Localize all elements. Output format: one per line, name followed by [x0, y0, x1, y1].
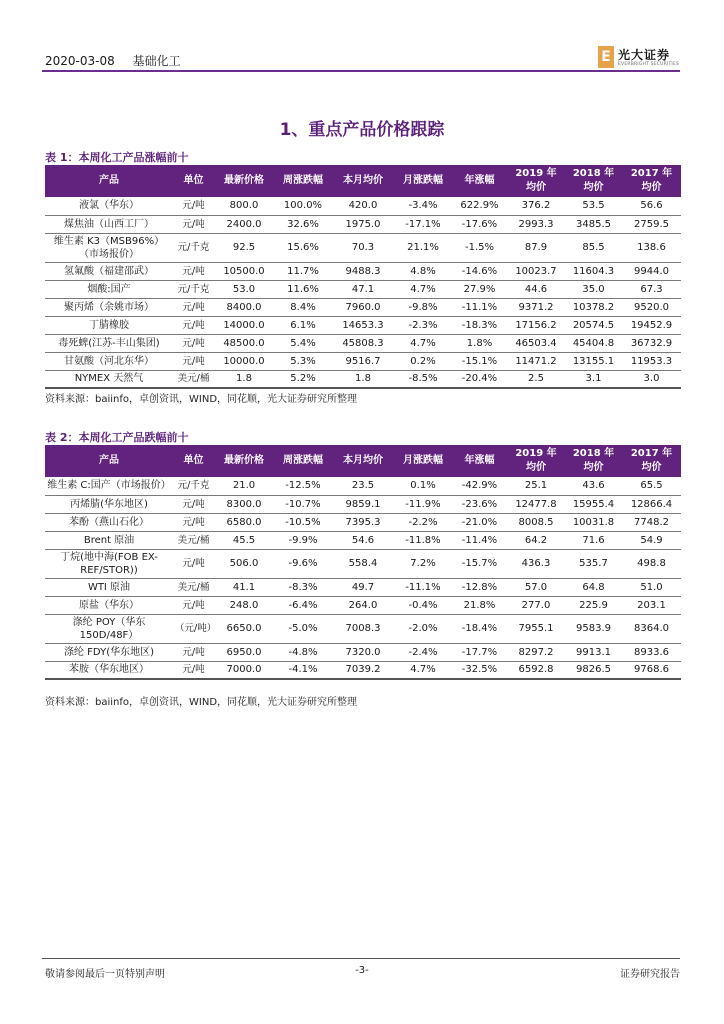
- column-header: 年涨幅: [452, 165, 507, 197]
- value-cell: -12.5%: [274, 477, 332, 495]
- value-cell: 12477.8: [507, 495, 565, 513]
- unit-cell: 元/千克: [173, 477, 214, 495]
- value-cell: -11.1%: [452, 298, 507, 316]
- value-cell: 1.8: [332, 370, 394, 388]
- column-header: 2018 年 均价: [565, 445, 622, 477]
- value-cell: -9.8%: [394, 298, 452, 316]
- product-name-cell: WTI 原油: [45, 578, 173, 596]
- unit-cell: 元/吨: [173, 549, 214, 578]
- value-cell: 9944.0: [622, 262, 681, 280]
- value-cell: -11.8%: [394, 531, 452, 549]
- value-cell: 2.5: [507, 370, 565, 388]
- value-cell: 56.6: [622, 197, 681, 215]
- column-header: 2018 年 均价: [565, 165, 622, 197]
- value-cell: 35.0: [565, 280, 622, 298]
- unit-cell: 元/吨: [173, 495, 214, 513]
- value-cell: 64.2: [507, 531, 565, 549]
- value-cell: 14653.3: [332, 316, 394, 334]
- value-cell: 10031.8: [565, 513, 622, 531]
- table-row: [45, 643, 681, 661]
- value-cell: 7955.1: [507, 614, 565, 643]
- value-cell: 53.5: [565, 197, 622, 215]
- column-header: 本月均价: [332, 445, 394, 477]
- unit-cell: 美元/桶: [173, 578, 214, 596]
- value-cell: -2.0%: [394, 614, 452, 643]
- table1-header-row: [45, 165, 681, 197]
- unit-cell: 元/吨: [173, 334, 214, 352]
- value-cell: 45404.8: [565, 334, 622, 352]
- value-cell: 8.4%: [274, 298, 332, 316]
- value-cell: 9520.0: [622, 298, 681, 316]
- column-header: 最新价格: [214, 445, 274, 477]
- value-cell: 54.6: [332, 531, 394, 549]
- table-row: [45, 262, 681, 280]
- value-cell: 2993.3: [507, 215, 565, 233]
- value-cell: 420.0: [332, 197, 394, 215]
- page-header: [45, 52, 181, 69]
- value-cell: 6592.8: [507, 661, 565, 679]
- value-cell: 2759.5: [622, 215, 681, 233]
- value-cell: 8933.6: [622, 643, 681, 661]
- value-cell: -11.9%: [394, 495, 452, 513]
- value-cell: -17.1%: [394, 215, 452, 233]
- table-row: [45, 298, 681, 316]
- value-cell: -14.6%: [452, 262, 507, 280]
- unit-cell: 元/吨: [173, 352, 214, 370]
- table2-caption: 表 2：本周化工产品跌幅前十: [45, 431, 189, 444]
- value-cell: 53.0: [214, 280, 274, 298]
- value-cell: 4.8%: [394, 262, 452, 280]
- product-name-cell: 苯酚（燕山石化）: [45, 513, 173, 531]
- table-row: [45, 614, 681, 643]
- value-cell: -2.2%: [394, 513, 452, 531]
- unit-cell: 元/千克: [173, 280, 214, 298]
- value-cell: 498.8: [622, 549, 681, 578]
- value-cell: 11471.2: [507, 352, 565, 370]
- unit-cell: 元/吨: [173, 316, 214, 334]
- value-cell: 9371.2: [507, 298, 565, 316]
- table1-source: 资料来源：baiinfo，卓创资讯，WIND，同花顺，光大证券研究所整理: [45, 394, 358, 405]
- table-row: [45, 549, 681, 578]
- column-header: 月涨跌幅: [394, 165, 452, 197]
- value-cell: 138.6: [622, 233, 681, 262]
- value-cell: 10000.0: [214, 352, 274, 370]
- value-cell: 0.2%: [394, 352, 452, 370]
- value-cell: 203.1: [622, 596, 681, 614]
- table-row: [45, 513, 681, 531]
- value-cell: -21.0%: [452, 513, 507, 531]
- value-cell: -5.0%: [274, 614, 332, 643]
- value-cell: 20574.5: [565, 316, 622, 334]
- company-logo: [596, 44, 680, 72]
- value-cell: 13155.1: [565, 352, 622, 370]
- value-cell: -17.6%: [452, 215, 507, 233]
- column-header: 单位: [173, 165, 214, 197]
- product-name-cell: 烟酸:国产: [45, 280, 173, 298]
- table-row: [45, 578, 681, 596]
- table-row: [45, 495, 681, 513]
- value-cell: 11953.3: [622, 352, 681, 370]
- footer-divider: [42, 958, 680, 959]
- unit-cell: 美元/桶: [173, 531, 214, 549]
- product-name-cell: 煤焦油（山西工厂）: [45, 215, 173, 233]
- value-cell: -20.4%: [452, 370, 507, 388]
- product-name-cell: 丁烷(地中海(FOB EX-REF/STOR)): [45, 549, 173, 578]
- product-name-cell: NYMEX 天然气: [45, 370, 173, 388]
- value-cell: 19452.9: [622, 316, 681, 334]
- footer-report-type: 证券研究报告: [620, 969, 680, 980]
- value-cell: 6.1%: [274, 316, 332, 334]
- value-cell: 25.1: [507, 477, 565, 495]
- value-cell: 9913.1: [565, 643, 622, 661]
- table-row: [45, 477, 681, 495]
- column-header: 本月均价: [332, 165, 394, 197]
- value-cell: -4.1%: [274, 661, 332, 679]
- product-name-cell: 丙烯腈(华东地区): [45, 495, 173, 513]
- value-cell: 1975.0: [332, 215, 394, 233]
- product-name-cell: 原盐（华东）: [45, 596, 173, 614]
- column-header: 2019 年 均价: [507, 445, 565, 477]
- value-cell: 6650.0: [214, 614, 274, 643]
- section-title: 1、重点产品价格跟踪: [279, 120, 445, 140]
- value-cell: 65.5: [622, 477, 681, 495]
- value-cell: 622.9%: [452, 197, 507, 215]
- value-cell: 17156.2: [507, 316, 565, 334]
- value-cell: 8400.0: [214, 298, 274, 316]
- value-cell: 21.8%: [452, 596, 507, 614]
- value-cell: 85.5: [565, 233, 622, 262]
- value-cell: 21.1%: [394, 233, 452, 262]
- table-row: [45, 661, 681, 679]
- value-cell: -1.5%: [452, 233, 507, 262]
- table2-header-row: [45, 445, 681, 477]
- value-cell: 558.4: [332, 549, 394, 578]
- column-header: 2017 年 均价: [622, 165, 681, 197]
- value-cell: 9583.9: [565, 614, 622, 643]
- value-cell: 67.3: [622, 280, 681, 298]
- value-cell: 45.5: [214, 531, 274, 549]
- header-divider: [42, 70, 680, 72]
- product-name-cell: 涤纶 POY（华东 150D/48F）: [45, 614, 173, 643]
- table2-source: 资料来源：baiinfo，卓创资讯，WIND，同花顺，光大证券研究所整理: [45, 697, 358, 708]
- value-cell: 6950.0: [214, 643, 274, 661]
- value-cell: 800.0: [214, 197, 274, 215]
- value-cell: 15.6%: [274, 233, 332, 262]
- value-cell: -15.1%: [452, 352, 507, 370]
- value-cell: 10500.0: [214, 262, 274, 280]
- table1-body: [45, 197, 681, 388]
- value-cell: 14000.0: [214, 316, 274, 334]
- unit-cell: 元/吨: [173, 661, 214, 679]
- table-row: [45, 352, 681, 370]
- value-cell: 45808.3: [332, 334, 394, 352]
- product-name-cell: 涤纶 FDY(华东地区): [45, 643, 173, 661]
- table-row: [45, 233, 681, 262]
- value-cell: 9516.7: [332, 352, 394, 370]
- value-cell: 277.0: [507, 596, 565, 614]
- report-date: 2020-03-08: [45, 54, 115, 68]
- column-header: 产品: [45, 445, 173, 477]
- column-header: 2017 年 均价: [622, 445, 681, 477]
- value-cell: 9488.3: [332, 262, 394, 280]
- table2: [45, 445, 681, 680]
- value-cell: 7960.0: [332, 298, 394, 316]
- column-header: 周涨跌幅: [274, 165, 332, 197]
- table2-body: [45, 477, 681, 679]
- page-number: -3-: [355, 965, 369, 976]
- unit-cell: 元/吨: [173, 513, 214, 531]
- table1-container: [45, 165, 681, 389]
- value-cell: 12866.4: [622, 495, 681, 513]
- value-cell: 4.7%: [394, 280, 452, 298]
- value-cell: 43.6: [565, 477, 622, 495]
- value-cell: -15.7%: [452, 549, 507, 578]
- value-cell: 7748.2: [622, 513, 681, 531]
- value-cell: -9.9%: [274, 531, 332, 549]
- product-name-cell: 丁腈橡胶: [45, 316, 173, 334]
- value-cell: 7395.3: [332, 513, 394, 531]
- table-row: [45, 197, 681, 215]
- value-cell: 21.0: [214, 477, 274, 495]
- value-cell: 70.3: [332, 233, 394, 262]
- value-cell: 436.3: [507, 549, 565, 578]
- table-row: [45, 596, 681, 614]
- value-cell: -10.7%: [274, 495, 332, 513]
- value-cell: -42.9%: [452, 477, 507, 495]
- column-header: 周涨跌幅: [274, 445, 332, 477]
- product-name-cell: 甘氨酸（河北东华）: [45, 352, 173, 370]
- value-cell: 100.0%: [274, 197, 332, 215]
- product-name-cell: 毒死蜱(江苏-丰山集团): [45, 334, 173, 352]
- product-name-cell: 聚丙烯（余姚市场）: [45, 298, 173, 316]
- column-header: 2019 年 均价: [507, 165, 565, 197]
- value-cell: 11.7%: [274, 262, 332, 280]
- value-cell: -12.8%: [452, 578, 507, 596]
- value-cell: 6580.0: [214, 513, 274, 531]
- product-name-cell: 维生素 K3（MSB96%）（市场报价）: [45, 233, 173, 262]
- value-cell: 5.2%: [274, 370, 332, 388]
- value-cell: 27.9%: [452, 280, 507, 298]
- value-cell: 225.9: [565, 596, 622, 614]
- table-row: [45, 316, 681, 334]
- value-cell: 7008.3: [332, 614, 394, 643]
- table1-caption: 表 1：本周化工产品涨幅前十: [45, 151, 189, 164]
- value-cell: 49.7: [332, 578, 394, 596]
- product-name-cell: Brent 原油: [45, 531, 173, 549]
- value-cell: 54.9: [622, 531, 681, 549]
- column-header: 产品: [45, 165, 173, 197]
- value-cell: -11.4%: [452, 531, 507, 549]
- value-cell: 5.4%: [274, 334, 332, 352]
- value-cell: 11.6%: [274, 280, 332, 298]
- unit-cell: 元/吨: [173, 643, 214, 661]
- table-row: [45, 215, 681, 233]
- value-cell: 506.0: [214, 549, 274, 578]
- unit-cell: 元/吨: [173, 215, 214, 233]
- value-cell: 535.7: [565, 549, 622, 578]
- table1: [45, 165, 681, 389]
- footer-disclaimer: 敬请参阅最后一页特别声明: [45, 969, 165, 980]
- value-cell: 7320.0: [332, 643, 394, 661]
- table2-container: [45, 445, 681, 680]
- value-cell: 1.8%: [452, 334, 507, 352]
- value-cell: 1.8: [214, 370, 274, 388]
- value-cell: 7000.0: [214, 661, 274, 679]
- column-header: 最新价格: [214, 165, 274, 197]
- value-cell: 15955.4: [565, 495, 622, 513]
- value-cell: 248.0: [214, 596, 274, 614]
- value-cell: 8297.2: [507, 643, 565, 661]
- table-row: [45, 334, 681, 352]
- product-name-cell: 液氯（华东）: [45, 197, 173, 215]
- value-cell: 3485.5: [565, 215, 622, 233]
- product-name-cell: 苯胺（华东地区）: [45, 661, 173, 679]
- product-name-cell: 氢氟酸（福建邵武）: [45, 262, 173, 280]
- value-cell: 48500.0: [214, 334, 274, 352]
- unit-cell: 元/千克: [173, 233, 214, 262]
- value-cell: 46503.4: [507, 334, 565, 352]
- value-cell: 376.2: [507, 197, 565, 215]
- value-cell: -2.3%: [394, 316, 452, 334]
- value-cell: 11604.3: [565, 262, 622, 280]
- value-cell: 2400.0: [214, 215, 274, 233]
- value-cell: 7039.2: [332, 661, 394, 679]
- value-cell: 10378.2: [565, 298, 622, 316]
- value-cell: -4.8%: [274, 643, 332, 661]
- value-cell: 264.0: [332, 596, 394, 614]
- column-header: 月涨跌幅: [394, 445, 452, 477]
- value-cell: -8.3%: [274, 578, 332, 596]
- column-header: 单位: [173, 445, 214, 477]
- logo-text: 光大证券: [618, 48, 671, 62]
- value-cell: -18.4%: [452, 614, 507, 643]
- value-cell: -10.5%: [274, 513, 332, 531]
- value-cell: 10023.7: [507, 262, 565, 280]
- value-cell: 41.1: [214, 578, 274, 596]
- value-cell: -8.5%: [394, 370, 452, 388]
- product-name-cell: 维生素 C:国产（市场报价）: [45, 477, 173, 495]
- value-cell: 5.3%: [274, 352, 332, 370]
- unit-cell: 元/吨: [173, 298, 214, 316]
- value-cell: 92.5: [214, 233, 274, 262]
- unit-cell: 元/吨: [173, 262, 214, 280]
- value-cell: 0.1%: [394, 477, 452, 495]
- value-cell: -9.6%: [274, 549, 332, 578]
- value-cell: 71.6: [565, 531, 622, 549]
- value-cell: 57.0: [507, 578, 565, 596]
- logo-english: EVERBRIGHT SECURITIES: [618, 62, 680, 67]
- value-cell: -2.4%: [394, 643, 452, 661]
- value-cell: -11.1%: [394, 578, 452, 596]
- value-cell: 8364.0: [622, 614, 681, 643]
- value-cell: -23.6%: [452, 495, 507, 513]
- value-cell: 7.2%: [394, 549, 452, 578]
- unit-cell: 元/吨: [173, 596, 214, 614]
- value-cell: -3.4%: [394, 197, 452, 215]
- value-cell: 8300.0: [214, 495, 274, 513]
- table-row: [45, 280, 681, 298]
- value-cell: 9768.6: [622, 661, 681, 679]
- value-cell: -17.7%: [452, 643, 507, 661]
- report-category: 基础化工: [132, 54, 181, 68]
- unit-cell: （元/吨）: [173, 614, 214, 643]
- value-cell: 87.9: [507, 233, 565, 262]
- table-row: [45, 370, 681, 388]
- value-cell: 3.0: [622, 370, 681, 388]
- value-cell: 51.0: [622, 578, 681, 596]
- value-cell: 32.6%: [274, 215, 332, 233]
- table-row: [45, 531, 681, 549]
- unit-cell: 美元/桶: [173, 370, 214, 388]
- value-cell: 8008.5: [507, 513, 565, 531]
- column-header: 年涨幅: [452, 445, 507, 477]
- value-cell: 9859.1: [332, 495, 394, 513]
- value-cell: 44.6: [507, 280, 565, 298]
- value-cell: 23.5: [332, 477, 394, 495]
- value-cell: 4.7%: [394, 334, 452, 352]
- value-cell: -6.4%: [274, 596, 332, 614]
- unit-cell: 元/吨: [173, 197, 214, 215]
- value-cell: 64.8: [565, 578, 622, 596]
- value-cell: 3.1: [565, 370, 622, 388]
- value-cell: -0.4%: [394, 596, 452, 614]
- value-cell: -18.3%: [452, 316, 507, 334]
- value-cell: 36732.9: [622, 334, 681, 352]
- value-cell: 4.7%: [394, 661, 452, 679]
- logo-mark-icon: E: [598, 46, 614, 68]
- value-cell: 47.1: [332, 280, 394, 298]
- value-cell: 9826.5: [565, 661, 622, 679]
- value-cell: -32.5%: [452, 661, 507, 679]
